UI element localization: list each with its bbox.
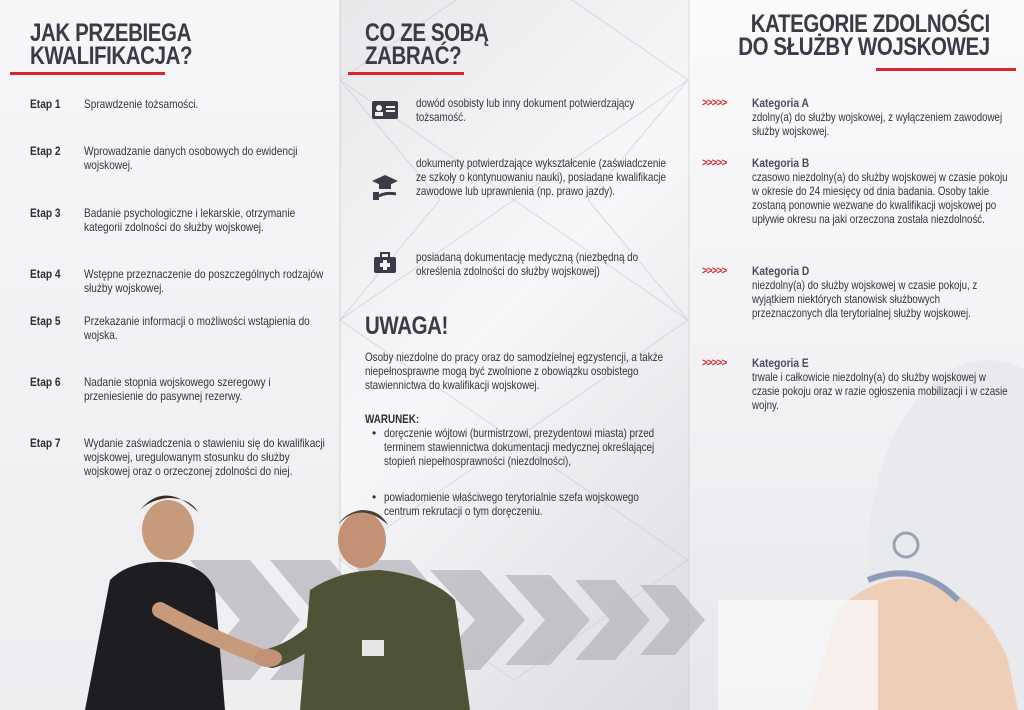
id-card-icon bbox=[370, 98, 400, 122]
condition-item: powiadomienie właściwego terytorialnie szefa wojskowego centrum rekrutacji o tym doręczeniu. bbox=[384, 490, 639, 518]
warning-paragraph: Osoby niezdolne do pracy oraz do samodzielnej egzystencji, a także niepełnosprawne mogą być zwolnione z obowiązku osobistego stawiennictwa do kwalifikacji wojskowej. bbox=[365, 350, 664, 392]
heading-line: DO SŁUŻBY WOJSKOWEJ bbox=[738, 33, 990, 61]
arrows-icon: >>>>> bbox=[702, 157, 727, 169]
warning-text bbox=[365, 350, 750, 392]
item-text: dokumenty potwierdzające wykształcenie (zaświadczenie ze szkoły o kontynuowaniu nauki), posiadane kwalifikacje zawodowe lub uprawnienia (np. prawo jazdy). bbox=[416, 156, 666, 198]
arrows-icon: >>>>> bbox=[702, 357, 727, 369]
bullet-icon: • bbox=[372, 426, 377, 440]
heading-underline bbox=[348, 72, 464, 75]
step-text: Wstępne przeznaczenie do poszczególnych rodzajów służby wojskowej. bbox=[84, 267, 324, 295]
step-text: Wprowadzanie danych osobowych do ewidencji wojskowej. bbox=[84, 144, 298, 172]
category-title: Kategoria D bbox=[752, 264, 810, 278]
step-label: Etap 3 bbox=[30, 206, 61, 220]
category-title: Kategoria B bbox=[752, 156, 810, 170]
category-text: czasowo niezdolny(a) do służby wojskowej w czasie pokoju w okresie do 24 miesięcy od dnia badania. Osoby takie zostaną ponownie wezwane do kwalifikacji wojskowej po upływie okresu na jaki orzeczona została niezdolność. bbox=[752, 170, 1008, 226]
step-label: Etap 4 bbox=[30, 267, 61, 281]
category-text: trwale i całkowicie niezdolny(a) do służby wojskowej w czasie pokoju oraz w razie ogłoszenia mobilizacji i w czasie wojny. bbox=[752, 370, 1008, 412]
warning-title: UWAGA! bbox=[365, 312, 448, 340]
heading-underline bbox=[10, 72, 165, 75]
step-text: Nadanie stopnia wojskowego szeregowy i przeniesienie do pasywnej rezerwy. bbox=[84, 375, 271, 403]
heading-line: KWALIFIKACJA? bbox=[30, 42, 193, 70]
condition-title: WARUNEK: bbox=[365, 412, 420, 426]
step-label: Etap 7 bbox=[30, 436, 61, 450]
heading-line: CO ZE SOBĄ bbox=[365, 19, 489, 47]
qualification-heading bbox=[30, 19, 228, 70]
step-text: Przekazanie informacji o możliwości wstąpienia do wojska. bbox=[84, 314, 310, 342]
step-text: Badanie psychologiczne i lekarskie, otrzymanie kategorii zdolności do służby wojskowej. bbox=[84, 206, 296, 234]
heading-underline bbox=[876, 68, 1016, 71]
arrows-icon: >>>>> bbox=[702, 97, 727, 109]
graduation-icon bbox=[370, 172, 400, 202]
categories-heading bbox=[683, 10, 990, 61]
warning-heading bbox=[365, 312, 466, 340]
condition-item: doręczenie wójtowi (burmistrzowi, prezydentowi miasta) przed terminem stawiennictwa dokumentacji medycznej określającej stopień niepełnosprawności (niezdolności), bbox=[384, 426, 655, 468]
step-label: Etap 1 bbox=[30, 97, 61, 111]
step-label: Etap 2 bbox=[30, 144, 61, 158]
category-title: Kategoria A bbox=[752, 96, 809, 110]
bullet-icon: • bbox=[372, 490, 377, 504]
handshake-photo bbox=[0, 490, 720, 710]
heading-line: KATEGORIE ZDOLNOŚCI bbox=[751, 10, 990, 38]
item-text: posiadaną dokumentację medyczną (niezbędną do określenia zdolności do służby wojskowej) bbox=[416, 250, 639, 278]
step-text: Wydanie zaświadczenia o stawieniu się do kwalifikacji wojskowej, uregulowanym stosunku do służby wojskowej oraz o orzeczonej zdolności do niej. bbox=[84, 436, 325, 478]
step-text: Sprawdzenie tożsamości. bbox=[84, 97, 199, 111]
handshake-icon bbox=[254, 649, 282, 667]
medical-kit-icon bbox=[370, 250, 400, 276]
category-text: zdolny(a) do służby wojskowej, z wyłączeniem zawodowej służby wojskowej. bbox=[752, 110, 1003, 138]
category-text: niezdolny(a) do służby wojskowej w czasie pokoju, z wyjątkiem niektórych stanowisk służbowych przeznaczonych dla terytorialnej służby wojskowej. bbox=[752, 278, 978, 320]
category-title: Kategoria E bbox=[752, 356, 809, 370]
arrows-icon: >>>>> bbox=[702, 265, 727, 277]
item-text: dowód osobisty lub inny dokument potwierdzający tożsamość. bbox=[416, 96, 635, 124]
bring-heading bbox=[365, 19, 516, 70]
heading-line: ZABRAĆ? bbox=[365, 42, 462, 70]
step-label: Etap 6 bbox=[30, 375, 61, 389]
step-label: Etap 5 bbox=[30, 314, 61, 328]
heading-line: JAK PRZEBIEGA bbox=[30, 19, 191, 47]
